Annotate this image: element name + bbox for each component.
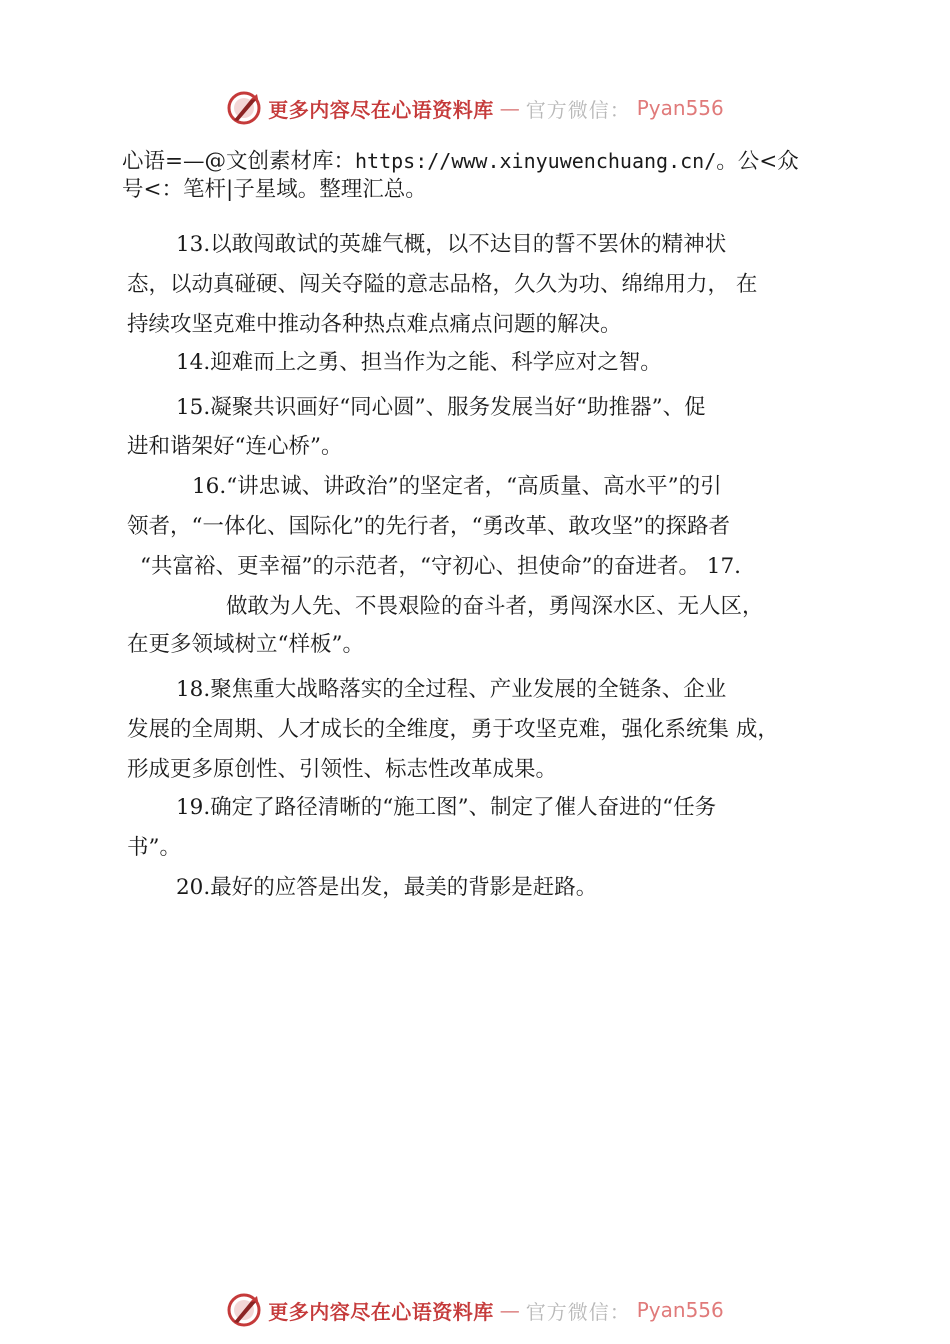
banner-separator: — [499,96,520,120]
header-banner [0,88,950,128]
banner-handle: Pyan556 [636,1298,724,1322]
banner-label: 官方微信： [525,97,631,122]
quill-logo-icon [226,1292,262,1328]
body-line: 态，以动真碰硬、闯关夺隘的意志品格，久久为功、绵绵用力， 在 [127,272,758,297]
body-line: 16.“讲忠诚、讲政治”的坚定者，“高质量、高水平”的引 [192,474,722,499]
body-line: 领者，“一体化、国际化”的先行者，“勇改革、敢攻坚”的探路者 [127,514,730,539]
source-suffix: 。公<众 [716,149,799,174]
body-line: 18.聚焦重大战略落实的全过程、产业发展的全链条、企业 [176,677,727,702]
body-line: 书”。 [127,835,181,860]
banner-text: 更多内容尽在心语资料库 [268,97,494,122]
body-line: 持续攻坚克难中推动各种热点难点痛点问题的解决。 [127,312,622,337]
body-line: 13.以敢闯敢试的英雄气概，以不达目的誓不罢休的精神状 [176,232,727,257]
body-line: 做敢为人先、不畏艰险的奋斗者，勇闯深水区、无人区， [226,594,764,619]
body-line: 发展的全周期、人才成长的全维度，勇于攻坚克难，强化系统集 成， [127,717,779,742]
quill-logo-icon [226,90,262,126]
body-line: 14.迎难而上之勇、担当作为之能、科学应对之智。 [176,350,662,375]
body-line: 进和谐架好“连心桥”。 [127,434,343,459]
body-line: 在更多领域树立“样板”。 [127,632,364,657]
source-url: https://www.xinyuwenchuang.cn/ [355,149,717,173]
source-line-2: 号<：笔杆|子星域。整理汇总。 [122,177,427,202]
banner-label: 官方微信： [525,1299,631,1324]
banner-text: 更多内容尽在心语资料库 [268,1299,494,1324]
source-label: 心语=—@文创素材库： [122,149,356,174]
source-line-1 [122,146,799,177]
body-line: “共富裕、更幸福”的示范者，“守初心、担使命”的奋进者。 17. [140,554,741,579]
body-line: 20.最好的应答是出发，最美的背影是赶路。 [176,875,598,900]
body-line: 19.确定了路径清晰的“施工图”、制定了催人奋进的“任务 [176,795,717,820]
body-line: 形成更多原创性、引领性、标志性改革成果。 [127,757,558,782]
body-line: 15.凝聚共识画好“同心圆”、服务发展当好“助推器”、促 [176,395,706,420]
banner-separator: — [499,1298,520,1322]
banner-handle: Pyan556 [636,96,724,120]
footer-banner [0,1290,950,1330]
